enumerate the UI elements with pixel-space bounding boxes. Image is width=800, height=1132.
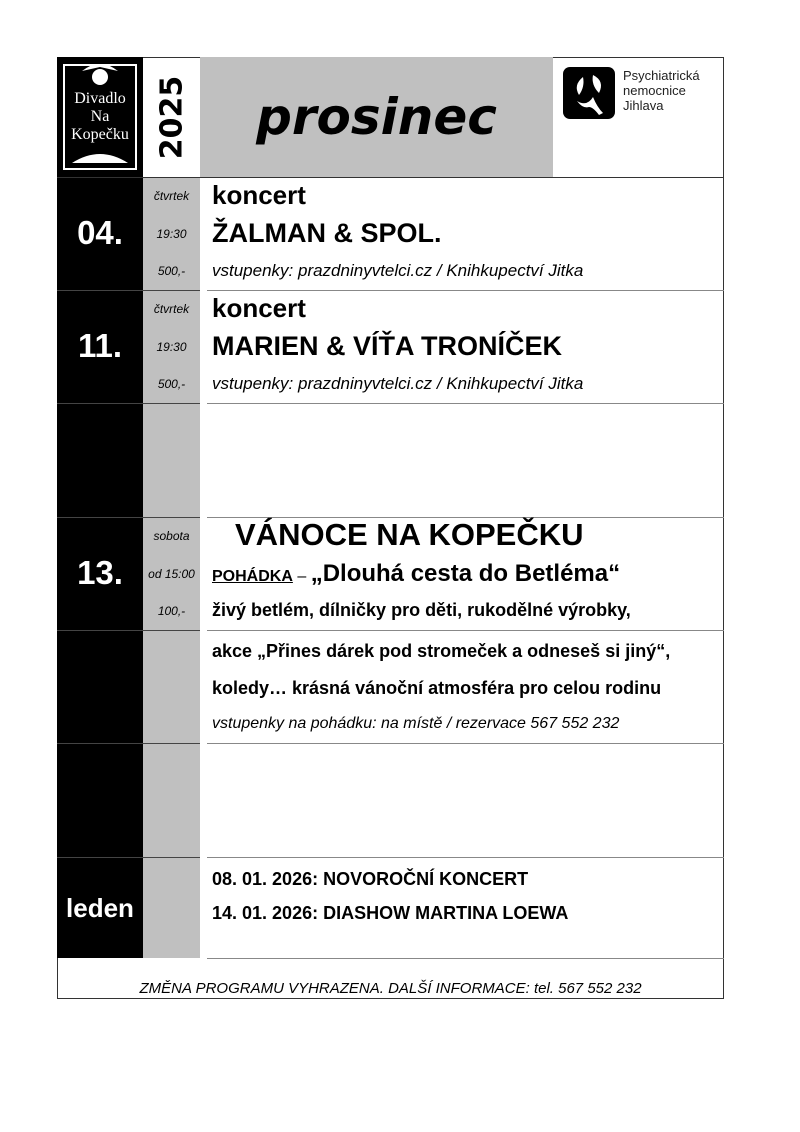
hospital-name <box>623 68 700 113</box>
svg-text:Kopečku: Kopečku <box>71 126 129 143</box>
xmas-line: živý betlém, dílničky pro děti, rukodělné výrobky, <box>212 600 631 620</box>
svg-text:Na: Na <box>90 108 110 125</box>
event-type: koncert <box>212 180 306 210</box>
svg-text:Divadlo: Divadlo <box>74 90 126 107</box>
january-label: leden <box>66 893 134 923</box>
theatre-logo-icon <box>57 57 143 177</box>
event-weekday: čtvrtek <box>153 302 190 316</box>
show-dash: – <box>297 568 307 585</box>
event-title: ŽALMAN & SPOL. <box>212 218 442 248</box>
event-price: 500,- <box>157 264 186 278</box>
event-weekday: čtvrtek <box>153 189 190 203</box>
show-title: „Dlouhá cesta do Betléma“ <box>310 560 621 587</box>
year: 2025 <box>154 75 189 159</box>
event-day: 04. <box>77 214 123 251</box>
january-item: 14. 01. 2026: DIASHOW MARTINA LOEWA <box>212 903 569 923</box>
event-title: MARIEN & VÍŤA TRONÍČEK <box>212 331 562 361</box>
hospital-logo-icon <box>563 67 615 119</box>
hospital-name-line: nemocnice <box>623 83 686 98</box>
xmas-line: akce „Přines dárek pod stromeček a odneseš si jiný“, <box>212 641 671 661</box>
event-tickets: vstupenky: prazdninyvtelci.cz / Knihkupectví Jitka <box>212 261 584 280</box>
show-label: POHÁDKA <box>212 568 293 585</box>
event-time: 19:30 <box>156 340 187 354</box>
month-cell <box>200 57 553 177</box>
event-day: 11. <box>77 327 123 364</box>
month-title: prosinec <box>256 88 497 146</box>
event-day: 13. <box>77 554 123 591</box>
event-tickets: vstupenky: prazdninyvtelci.cz / Knihkupectví Jitka <box>212 374 584 393</box>
event-price: 500,- <box>157 377 186 391</box>
hospital-name-line: Jihlava <box>623 98 664 113</box>
event-type: koncert <box>212 293 306 323</box>
event-time: od 15:00 <box>148 567 195 581</box>
xmas-title: VÁNOCE NA KOPEČKU <box>235 517 584 552</box>
event-weekday: sobota <box>153 529 190 543</box>
hospital-name-line: Psychiatrická <box>623 68 700 83</box>
theatre-logo <box>57 57 143 177</box>
xmas-line: koledy… krásná vánoční atmosféra pro celou rodinu <box>212 678 662 698</box>
year-cell <box>143 57 200 177</box>
january-item: 08. 01. 2026: NOVOROČNÍ KONCERT <box>212 869 529 889</box>
event-price: 100,- <box>157 604 186 618</box>
xmas-show <box>212 560 620 588</box>
event-time: 19:30 <box>156 227 187 241</box>
xmas-tickets: vstupenky na pohádku: na místě / rezervace 567 552 232 <box>212 715 620 732</box>
footer-note: ZMĚNA PROGRAMU VYHRAZENA. DALŠÍ INFORMACE: tel. 567 552 232 <box>139 980 642 997</box>
